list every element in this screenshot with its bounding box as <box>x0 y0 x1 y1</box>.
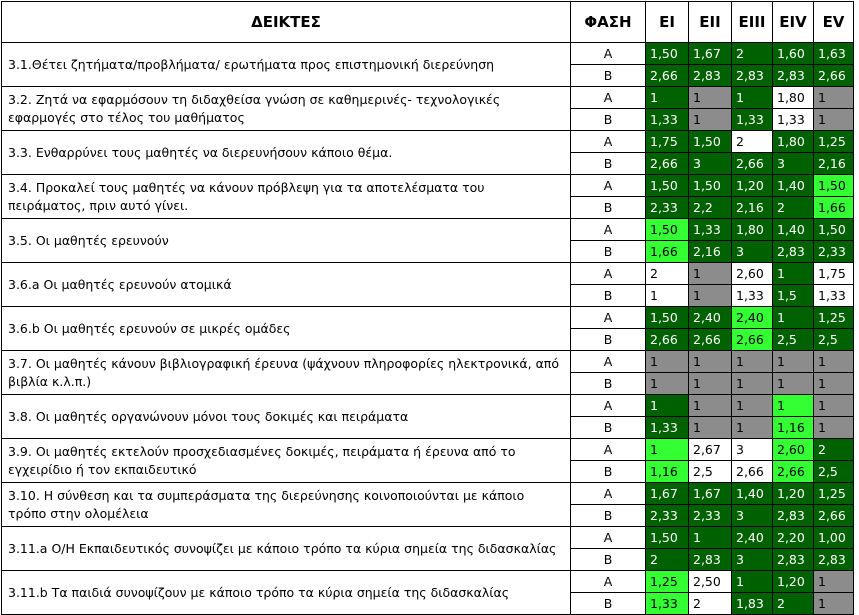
value-cell: 2,16 <box>689 241 732 263</box>
value-cell: 1,33 <box>646 593 689 615</box>
value-cell: 1 <box>773 395 814 417</box>
indicator-label: 3.6.a Οι μαθητές ερευνούν ατομικά <box>2 263 571 307</box>
value-cell: 2,83 <box>773 65 814 87</box>
value-cell: 2,66 <box>646 329 689 351</box>
value-cell: 1 <box>814 571 854 593</box>
value-cell: 1,50 <box>646 527 689 549</box>
value-cell: 2,33 <box>646 197 689 219</box>
value-cell: 2 <box>773 197 814 219</box>
value-cell: 1 <box>773 351 814 373</box>
value-cell: 1,33 <box>689 219 732 241</box>
table-row <box>2 483 854 505</box>
indicator-label: 3.8. Οι μαθητές οργανώνουν μόνοι τους δοκιμές και πειράματα <box>2 395 571 439</box>
phase-cell: Β <box>571 505 646 527</box>
value-cell: 2,33 <box>814 241 854 263</box>
value-cell: 1,50 <box>646 307 689 329</box>
value-cell: 2,2 <box>689 197 732 219</box>
value-cell: 1,50 <box>814 219 854 241</box>
value-cell: 1,50 <box>689 175 732 197</box>
value-cell: 1,25 <box>814 307 854 329</box>
value-cell: 3 <box>732 549 773 571</box>
table-row <box>2 351 854 373</box>
table-body <box>2 43 854 615</box>
value-cell: 1,33 <box>732 285 773 307</box>
value-cell: 1,33 <box>646 109 689 131</box>
value-cell: 1,00 <box>814 527 854 549</box>
value-cell: 1 <box>646 373 689 395</box>
phase-cell: Β <box>571 109 646 131</box>
value-cell: 1 <box>646 285 689 307</box>
value-cell: 3 <box>732 241 773 263</box>
phase-cell: Α <box>571 439 646 461</box>
value-cell: 2,66 <box>646 65 689 87</box>
value-cell: 1,50 <box>814 175 854 197</box>
value-cell: 2,40 <box>732 527 773 549</box>
phase-cell: Α <box>571 131 646 153</box>
value-cell: 2,67 <box>689 439 732 461</box>
value-cell: 1 <box>814 417 854 439</box>
phase-cell: Α <box>571 87 646 109</box>
value-cell: 2 <box>732 43 773 65</box>
value-cell: 2 <box>732 131 773 153</box>
value-cell: 2 <box>646 263 689 285</box>
phase-cell: Β <box>571 329 646 351</box>
value-cell: 1,33 <box>773 109 814 131</box>
value-cell: 1,67 <box>689 43 732 65</box>
phase-cell: Β <box>571 285 646 307</box>
phase-cell: Α <box>571 175 646 197</box>
table-row <box>2 131 854 153</box>
table-row <box>2 263 854 285</box>
value-cell: 1 <box>773 307 814 329</box>
value-cell: 1,83 <box>732 593 773 615</box>
value-cell: 1,25 <box>814 131 854 153</box>
value-cell: 1,80 <box>773 87 814 109</box>
value-cell: 2,60 <box>732 263 773 285</box>
indicator-label: 3.4. Προκαλεί τους μαθητές να κάνουν πρόβλεψη για τα αποτελέσματα του πειράματος, πριν αυτό γίνει. <box>2 175 571 219</box>
value-cell: 2,66 <box>689 329 732 351</box>
value-cell: 2,33 <box>646 505 689 527</box>
header-row <box>2 2 854 43</box>
value-cell: 1,67 <box>646 483 689 505</box>
value-cell: 1 <box>689 87 732 109</box>
phase-cell: Α <box>571 483 646 505</box>
value-cell: 2,83 <box>773 549 814 571</box>
value-cell: 1 <box>689 285 732 307</box>
value-cell: 1 <box>689 527 732 549</box>
value-cell: 1 <box>814 395 854 417</box>
column-header-e1: ΕΙ <box>646 2 689 43</box>
value-cell: 1,25 <box>646 571 689 593</box>
value-cell: 1 <box>814 109 854 131</box>
value-cell: 1,63 <box>814 43 854 65</box>
table-row <box>2 219 854 241</box>
phase-cell: Α <box>571 263 646 285</box>
value-cell: 2,83 <box>689 549 732 571</box>
table-row <box>2 87 854 109</box>
value-cell: 1,60 <box>773 43 814 65</box>
value-cell: 1 <box>689 373 732 395</box>
phase-cell: Β <box>571 65 646 87</box>
table-row <box>2 527 854 549</box>
phase-cell: Β <box>571 373 646 395</box>
value-cell: 2,20 <box>773 527 814 549</box>
value-cell: 2,5 <box>773 329 814 351</box>
value-cell: 2,83 <box>732 65 773 87</box>
value-cell: 2,5 <box>814 461 854 483</box>
value-cell: 1 <box>773 373 814 395</box>
value-cell: 2,50 <box>689 571 732 593</box>
value-cell: 1 <box>646 351 689 373</box>
indicator-label: 3.10. Η σύνθεση και τα συμπεράσματα της διερεύνησης κοινοποιούνται με κάποιο τρόπο στην ολομέλεια <box>2 483 571 527</box>
phase-cell: Β <box>571 153 646 175</box>
phase-cell: Β <box>571 417 646 439</box>
value-cell: 1,40 <box>773 219 814 241</box>
table-row <box>2 571 854 593</box>
value-cell: 2,66 <box>646 153 689 175</box>
value-cell: 2,16 <box>814 153 854 175</box>
value-cell: 1 <box>646 439 689 461</box>
value-cell: 3 <box>773 153 814 175</box>
value-cell: 1 <box>732 571 773 593</box>
value-cell: 1 <box>732 351 773 373</box>
indicators-table <box>1 1 854 615</box>
indicator-label: 3.11.a Ο/Η Εκπαιδευτικός συνοψίζει με κάποιο τρόπο τα κύρια σημεία της διδασκαλίας <box>2 527 571 571</box>
value-cell: 1,25 <box>814 483 854 505</box>
value-cell: 1 <box>814 87 854 109</box>
phase-cell: Α <box>571 395 646 417</box>
value-cell: 1,66 <box>814 197 854 219</box>
value-cell: 1,5 <box>773 285 814 307</box>
column-header-e4: ΕΙV <box>773 2 814 43</box>
phase-cell: Α <box>571 527 646 549</box>
value-cell: 3 <box>732 505 773 527</box>
value-cell: 3 <box>689 153 732 175</box>
value-cell: 1,80 <box>732 219 773 241</box>
indicator-label: 3.6.b Οι μαθητές ερευνούν σε μικρές ομάδες <box>2 307 571 351</box>
phase-header: ΦΑΣΗ <box>571 2 646 43</box>
phase-cell: Β <box>571 461 646 483</box>
phase-cell: Β <box>571 241 646 263</box>
value-cell: 1,33 <box>646 417 689 439</box>
value-cell: 1,33 <box>814 285 854 307</box>
value-cell: 1,16 <box>773 417 814 439</box>
value-cell: 1 <box>773 263 814 285</box>
value-cell: 2,66 <box>814 65 854 87</box>
table-row <box>2 43 854 65</box>
value-cell: 2 <box>646 549 689 571</box>
value-cell: 1,50 <box>689 131 732 153</box>
indicator-label: 3.9. Οι μαθητές εκτελούν προσχεδιασμένες δοκιμές, πειράματα ή έρευνα από το εγχειρίδιο ή τον εκπαιδευτικό <box>2 439 571 483</box>
value-cell: 1,67 <box>689 483 732 505</box>
value-cell: 2,66 <box>732 153 773 175</box>
value-cell: 1,75 <box>814 263 854 285</box>
value-cell: 1,40 <box>732 483 773 505</box>
value-cell: 1 <box>732 417 773 439</box>
table-row <box>2 307 854 329</box>
value-cell: 1,20 <box>773 483 814 505</box>
phase-cell: Β <box>571 549 646 571</box>
phase-cell: Α <box>571 571 646 593</box>
value-cell: 2,66 <box>773 461 814 483</box>
value-cell: 2,5 <box>689 461 732 483</box>
value-cell: 2,83 <box>814 549 854 571</box>
value-cell: 1,20 <box>732 175 773 197</box>
value-cell: 1,75 <box>646 131 689 153</box>
indicator-label: 3.7. Οι μαθητές κάνουν βιβλιογραφική έρευνα (ψάχνουν πληροφορίες ηλεκτρονικά, από βιβλία κ.λ.π.) <box>2 351 571 395</box>
indicators-header: ΔΕΙΚΤΕΣ <box>2 2 571 43</box>
value-cell: 1,50 <box>646 175 689 197</box>
indicator-label: 3.11.b Τα παιδιά συνοψίζουν με κάποιο τρόπο τα κύρια σημεία της διδασκαλίας <box>2 571 571 615</box>
value-cell: 2,60 <box>773 439 814 461</box>
column-header-e2: ΕΙΙ <box>689 2 732 43</box>
table-row <box>2 395 854 417</box>
value-cell: 1 <box>732 373 773 395</box>
value-cell: 1 <box>646 87 689 109</box>
value-cell: 1 <box>646 395 689 417</box>
value-cell: 2 <box>773 593 814 615</box>
value-cell: 1,80 <box>773 131 814 153</box>
table-row <box>2 439 854 461</box>
phase-cell: Α <box>571 307 646 329</box>
value-cell: 1,20 <box>773 571 814 593</box>
value-cell: 1 <box>814 351 854 373</box>
value-cell: 1 <box>689 263 732 285</box>
value-cell: 2,40 <box>689 307 732 329</box>
phase-cell: Α <box>571 43 646 65</box>
indicator-label: 3.1.Θέτει ζητήματα/προβλήματα/ ερωτήματα προς επιστημονική διερεύνηση <box>2 43 571 87</box>
value-cell: 1,33 <box>732 109 773 131</box>
value-cell: 1 <box>732 87 773 109</box>
table-row <box>2 175 854 197</box>
value-cell: 2,5 <box>814 329 854 351</box>
value-cell: 2,66 <box>732 461 773 483</box>
value-cell: 2,40 <box>732 307 773 329</box>
value-cell: 2,33 <box>689 505 732 527</box>
value-cell: 1 <box>689 395 732 417</box>
value-cell: 2,83 <box>773 241 814 263</box>
value-cell: 1,66 <box>646 241 689 263</box>
indicator-label: 3.3. Ενθαρρύνει τους μαθητές να διερευνήσουν κάποιο θέμα. <box>2 131 571 175</box>
value-cell: 1,50 <box>646 43 689 65</box>
value-cell: 1 <box>689 417 732 439</box>
value-cell: 2,83 <box>773 505 814 527</box>
phase-cell: Β <box>571 197 646 219</box>
value-cell: 1 <box>689 351 732 373</box>
value-cell: 3 <box>732 439 773 461</box>
indicator-label: 3.5. Οι μαθητές ερευνούν <box>2 219 571 263</box>
phase-cell: Α <box>571 219 646 241</box>
value-cell: 1,16 <box>646 461 689 483</box>
value-cell: 1,40 <box>773 175 814 197</box>
phase-cell: Α <box>571 351 646 373</box>
value-cell: 2 <box>689 593 732 615</box>
value-cell: 1 <box>689 109 732 131</box>
value-cell: 2,83 <box>689 65 732 87</box>
column-header-e3: ΕΙΙΙ <box>732 2 773 43</box>
value-cell: 2 <box>814 439 854 461</box>
value-cell: 2,16 <box>732 197 773 219</box>
value-cell: 1 <box>732 395 773 417</box>
value-cell: 1 <box>814 373 854 395</box>
value-cell: 1 <box>814 593 854 615</box>
value-cell: 2,66 <box>732 329 773 351</box>
indicator-label: 3.2. Ζητά να εφαρμόσουν τη διδαχθείσα γνώση σε καθημερινές- τεχνολογικές εφαρμογές στο τέλος του μαθήματος <box>2 87 571 131</box>
value-cell: 2,66 <box>814 505 854 527</box>
phase-cell: Β <box>571 593 646 615</box>
value-cell: 1,50 <box>646 219 689 241</box>
column-header-e5: ΕV <box>814 2 854 43</box>
